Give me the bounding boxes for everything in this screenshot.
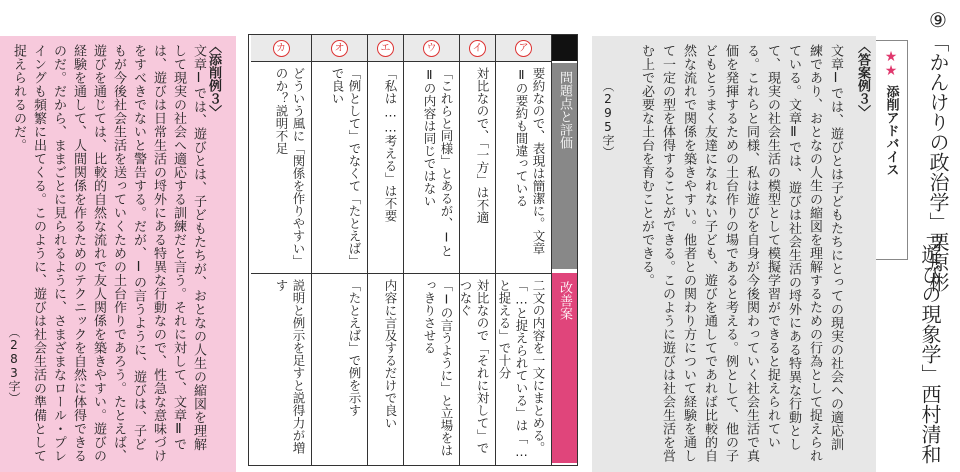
row-marker-label: カ	[273, 40, 290, 57]
row-divider	[460, 273, 495, 274]
row-problem: 対比なので、「一方」は不適	[475, 67, 490, 224]
row-improve: 「たとえば」で例を示す	[347, 279, 362, 417]
row-problem: 要約なので、表現は簡潔に。文章Ⅱの要約も間違っている	[514, 67, 546, 255]
correction-text: 文章Ⅰでは、遊びとは、子どもたちが、おとなの人生の縮図を理解して現実の社会へ適応する訓練だと言う。それに対して、文章Ⅱでは、遊びは日常生活の埒外にある特異な行動なので、性急な意味づけをすべきでないと警告する。だが、Ⅰの言うように、遊びは、子どもが今後社会生活を送っていくための土台作りであろう。たとえば、遊びを通じては、比較的自然な流れで友人関係を築きやすい。遊びの経験を通して、人間関係を作るためのテクニックを自然に体得できるのだ。だから、ままごとに見られるように、さまざまなロール・プレイングも頻繁に出てくる。このように、遊びは社会生活の準備として捉えられるのだ。	[11, 44, 206, 463]
advice-badge	[874, 40, 908, 260]
table-row	[367, 35, 403, 465]
answer-text: 文章Ⅰでは、遊びとは子どもたちにとっての現実の社会への適応訓練であり、おとなの人生の縮図を理解するための行為として捉えられている。文章Ⅱでは、遊びは社会生活の埒外にある特異な行動として、現実の社会生活の模型として模擬学習ができると捉えられている。これらと同様、私は遊びを自身が今後関わっていく社会生活で真価を発揮するための土台作りの場であると考える。例として、他の子どもとうまく友達になれない子ども、遊びを通してであれば比較的自然な流れで関係を築きやすい。他者との関わり方について経験を通して一定の型を体得することができる。このように遊びは社会生活を営む上で必要な土台を育むことができる。	[639, 44, 843, 463]
essay-title: ⑨「かんけりの政治学」栗原彬	[926, 8, 950, 292]
row-problem: どういう風に「関係を作りやすい」のか？説明不足	[274, 67, 306, 267]
row-improve: 「Ⅰの言うように」と立場をはっきりさせる	[422, 279, 454, 457]
answer-example	[592, 36, 876, 472]
row-divider	[496, 273, 551, 274]
header-improve-label: 改善案	[557, 281, 572, 320]
row-marker-label: イ	[469, 40, 486, 57]
table-row	[403, 35, 459, 465]
answer-heading: 〈答案例３〉	[855, 40, 870, 118]
correction-char-count: （283字）	[7, 326, 21, 404]
row-divider	[312, 273, 367, 274]
row-improve: 二文の内容を一文にまとめる。「…と捉えられている」は「…と捉える」で十分	[497, 279, 546, 459]
row-problem: 「これらと同様」とあるが、ⅠとⅡの内容は同じではない	[422, 67, 454, 257]
source-title: 「遊びの現象学」西村清和	[918, 224, 942, 464]
row-marker-label: オ	[331, 40, 348, 57]
header-corner	[552, 35, 577, 61]
row-problem: 「私は……考える」は不要	[383, 67, 398, 222]
answer-char-count: （295字）	[601, 80, 615, 158]
row-marker	[251, 35, 311, 62]
table-header-column	[551, 35, 577, 465]
header-improve	[552, 273, 577, 463]
header-problem	[552, 63, 577, 269]
star-icon: ★★	[883, 49, 899, 77]
row-marker	[368, 35, 403, 62]
row-improve: 内容に言及するだけで良い	[383, 279, 398, 429]
row-marker	[404, 35, 459, 62]
advice-label: 添削アドバイス	[883, 85, 899, 176]
table-row	[459, 35, 495, 465]
row-improve: 説明と例示を足すと説得力が増す	[274, 279, 306, 454]
row-problem: 「例として」でなくて「たとえば」で良い	[330, 67, 362, 267]
row-marker	[460, 35, 495, 62]
correction-example	[0, 36, 236, 472]
row-improve: 対比なので「それに対して」でつなぐ	[458, 279, 490, 454]
row-divider	[251, 273, 311, 274]
row-marker-label: エ	[377, 40, 394, 57]
row-marker	[496, 35, 551, 62]
table-row	[251, 35, 311, 465]
row-marker-label: ウ	[423, 40, 440, 57]
row-marker-label: ア	[515, 40, 532, 57]
correction-heading: 〈添削例３〉	[206, 40, 221, 118]
header-problem-label: 問題点と評価	[557, 71, 572, 149]
row-divider	[368, 273, 403, 274]
table-row	[495, 35, 551, 465]
table-row	[311, 35, 367, 465]
row-marker	[312, 35, 367, 62]
row-divider	[404, 273, 459, 274]
evaluation-table	[248, 34, 578, 466]
